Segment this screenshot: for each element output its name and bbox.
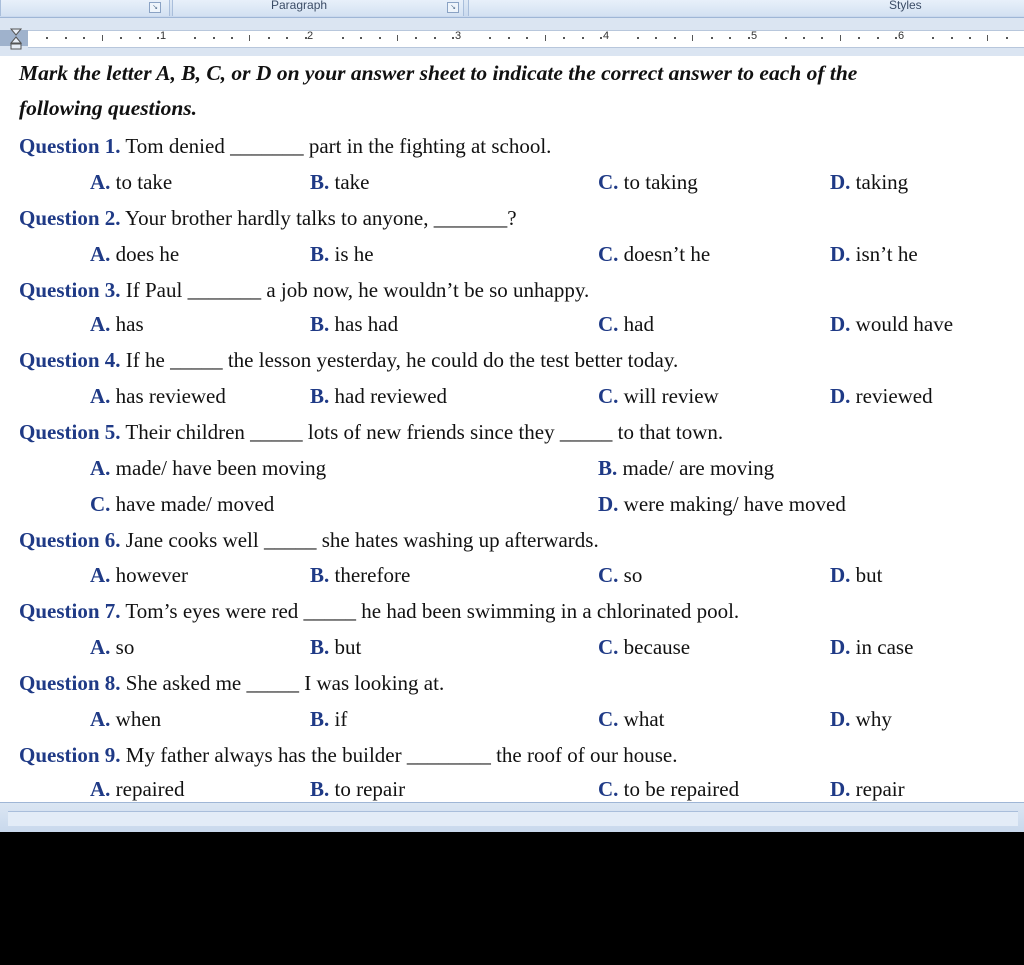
option-letter: C. [90,492,111,516]
option-a [90,456,326,481]
ruler-tick [102,35,103,41]
option-b [310,777,405,802]
option-c [598,563,642,588]
ruler-tick [194,37,196,39]
option-text: but [855,563,883,587]
option-text: if [334,707,348,731]
question-label: Question [19,743,100,767]
question-number: 1. [104,134,121,158]
ruler-tick [951,37,953,39]
option-b [310,242,374,267]
question-number: 3. [104,278,121,302]
ruler-tick [305,37,307,39]
option-d [830,777,905,802]
option-d [830,384,933,409]
ruler-tick [748,37,750,39]
ruler-tick [895,37,897,39]
option-letter: D. [830,170,851,194]
dialog-launcher-icon[interactable]: ↘ [149,2,161,13]
ruler-tick [1006,37,1008,39]
status-bar-area [0,802,1024,833]
option-b [310,707,347,732]
question-label: Question [19,278,100,302]
option-text: had reviewed [334,384,448,408]
ruler-tick [674,37,676,39]
option-b [310,563,410,588]
option-c [598,635,690,660]
question-number: 5. [104,420,121,444]
option-letter: B. [310,312,330,336]
ruler-tick [932,37,934,39]
option-letter: D. [830,242,851,266]
ruler-tick [840,35,841,41]
ruler-tick [711,37,713,39]
option-b [310,170,370,195]
option-a [90,312,144,337]
option-text: to taking [623,170,698,194]
option-letter: D. [830,563,851,587]
question-label: Question [19,599,100,623]
ruler-tick [46,37,48,39]
ruler-tick [858,37,860,39]
question-1 [19,134,551,159]
paragraph-launcher-icon[interactable]: ↘ [447,2,459,13]
screen-background [0,832,1024,965]
option-letter: A. [90,777,111,801]
ruler-tick [877,37,879,39]
option-text: has had [334,312,399,336]
option-text: when [115,707,162,731]
ruler-tick [415,37,417,39]
option-text: does he [115,242,180,266]
option-a [90,384,226,409]
option-text: taking [855,170,909,194]
ruler-tick [120,37,122,39]
question-number: 8. [104,671,121,695]
question-2 [19,206,517,231]
option-letter: C. [598,384,619,408]
document-page[interactable] [0,56,1024,802]
option-text: why [855,707,892,731]
ruler-number: 5 [751,30,758,42]
option-c [598,242,710,267]
ruler-tick [452,37,454,39]
ruler-tick [729,37,731,39]
question-text: Tom denied _______ part in the fighting at school. [125,134,552,158]
option-text: to take [115,170,173,194]
question-7 [19,599,739,624]
option-b [310,312,398,337]
option-c [598,707,665,732]
ruler-number: 1 [160,30,167,42]
option-letter: A. [90,312,111,336]
question-label: Question [19,348,100,372]
question-8 [19,671,444,696]
option-d [598,492,846,517]
option-text: therefore [334,563,411,587]
ruler-tick [692,35,693,41]
question-text: If Paul _______ a job now, he wouldn’t be so unhappy. [125,278,590,302]
ruler-tick [563,37,565,39]
option-a [90,707,161,732]
ruler-tick [157,37,159,39]
option-letter: A. [90,242,111,266]
option-text: made/ are moving [622,456,775,480]
option-letter: B. [310,170,330,194]
question-label: Question [19,134,100,158]
option-text: would have [855,312,954,336]
option-text: however [115,563,188,587]
question-text: Your brother hardly talks to anyone, _______? [125,206,517,230]
option-letter: C. [598,170,619,194]
option-text: because [623,635,691,659]
option-letter: B. [310,635,330,659]
option-letter: C. [598,242,619,266]
option-text: had [623,312,654,336]
ruler-tick [286,37,288,39]
ribbon-group-paragraph [172,0,464,16]
question-text: She asked me _____ I was looking at. [125,671,445,695]
ruler-tick [434,37,436,39]
option-letter: B. [310,707,330,731]
ruler-tick [342,37,344,39]
option-letter: B. [310,384,330,408]
ruler-tick [268,37,270,39]
option-letter: D. [830,635,851,659]
question-label: Question [19,671,100,695]
option-text: in case [855,635,914,659]
option-text: made/ have been moving [115,456,327,480]
option-text: have made/ moved [115,492,275,516]
question-number: 4. [104,348,121,372]
ruler-tick [139,37,141,39]
ruler-tick [213,37,215,39]
option-text: so [623,563,643,587]
question-text: Tom’s eyes were red _____ he had been swimming in a chlorinated pool. [125,599,740,623]
option-text: has [115,312,144,336]
ruler-number: 6 [898,30,905,42]
option-d [830,242,918,267]
option-c [598,384,719,409]
question-6 [19,528,599,553]
option-letter: D. [830,312,851,336]
ribbon-group-styles [468,0,1024,16]
ruler-tick [65,37,67,39]
option-a [90,242,179,267]
option-a [90,170,172,195]
option-c [598,312,654,337]
question-9 [19,743,677,768]
option-d [830,635,913,660]
ruler-tick [526,37,528,39]
styles-group-label: Styles [889,0,922,12]
option-text: repair [855,777,905,801]
option-letter: B. [598,456,618,480]
option-b [310,635,361,660]
option-letter: C. [598,312,619,336]
option-letter: A. [90,456,111,480]
option-text: to repair [334,777,406,801]
option-c [90,492,274,517]
option-letter: A. [90,635,111,659]
option-a [90,777,184,802]
option-b [310,384,447,409]
option-letter: D. [830,384,851,408]
option-letter: D. [598,492,619,516]
ruler-tick [785,37,787,39]
ruler-tick [969,37,971,39]
option-text: repaired [115,777,185,801]
question-number: 7. [104,599,121,623]
ruler-number: 2 [307,30,314,42]
option-text: will review [623,384,719,408]
ruler-tick [249,35,250,41]
ruler-tick [360,37,362,39]
ruler-tick [83,37,85,39]
option-text: to be repaired [623,777,740,801]
option-letter: A. [90,707,111,731]
instruction-line-1: Mark the letter A, B, C, or D on your answer sheet to indicate the correct answer to each of the [19,61,858,85]
option-text: take [334,170,370,194]
ruler-tick [637,37,639,39]
ruler-tick [803,37,805,39]
horizontal-scrollbar[interactable] [8,811,1018,826]
option-text: reviewed [855,384,933,408]
ribbon [0,0,1024,18]
question-label: Question [19,528,100,552]
option-letter: A. [90,563,111,587]
option-b [598,456,774,481]
option-text: so [115,635,135,659]
question-3 [19,278,589,303]
option-c [598,777,739,802]
option-d [830,170,908,195]
question-text: If he _____ the lesson yesterday, he could do the test better today. [125,348,679,372]
option-a [90,635,134,660]
question-text: Their children _____ lots of new friends since they _____ to that town. [125,420,724,444]
option-letter: A. [90,384,111,408]
question-text: My father always has the builder ________ the roof of our house. [125,743,678,767]
ruler-tick [600,37,602,39]
ruler-tick [987,35,988,41]
ruler-tick [397,35,398,41]
option-letter: B. [310,563,330,587]
ruler-number: 3 [455,30,462,42]
indent-marker-icon[interactable] [10,28,22,50]
horizontal-ruler[interactable] [28,30,1024,48]
ruler-tick [231,37,233,39]
option-text: were making/ have moved [623,492,846,516]
option-c [598,170,698,195]
paragraph-group-label: Paragraph [271,0,328,12]
question-4 [19,348,678,373]
question-5 [19,420,723,445]
option-letter: B. [310,777,330,801]
question-label: Question [19,420,100,444]
ruler-tick [508,37,510,39]
option-text: what [623,707,665,731]
ruler-tick [489,37,491,39]
question-text: Jane cooks well _____ she hates washing up afterwards. [125,528,599,552]
option-text: isn’t he [855,242,918,266]
ribbon-group-left [0,0,170,16]
instruction-line-2: following questions. [19,96,198,120]
option-text: but [334,635,362,659]
question-label: Question [19,206,100,230]
ruler-tick [582,37,584,39]
option-d [830,563,883,588]
ruler-number: 4 [603,30,610,42]
question-number: 9. [104,743,121,767]
option-d [830,707,892,732]
ruler-tick [821,37,823,39]
option-letter: C. [598,777,619,801]
question-number: 2. [104,206,121,230]
option-text: has reviewed [115,384,226,408]
option-letter: B. [310,242,330,266]
option-letter: C. [598,563,619,587]
option-letter: C. [598,635,619,659]
question-number: 6. [104,528,121,552]
option-letter: A. [90,170,111,194]
option-d [830,312,953,337]
option-text: is he [334,242,374,266]
option-a [90,563,188,588]
option-letter: C. [598,707,619,731]
ruler-tick [655,37,657,39]
ruler-tick [545,35,546,41]
option-letter: D. [830,777,851,801]
option-text: doesn’t he [623,242,711,266]
option-letter: D. [830,707,851,731]
ruler-tick [379,37,381,39]
